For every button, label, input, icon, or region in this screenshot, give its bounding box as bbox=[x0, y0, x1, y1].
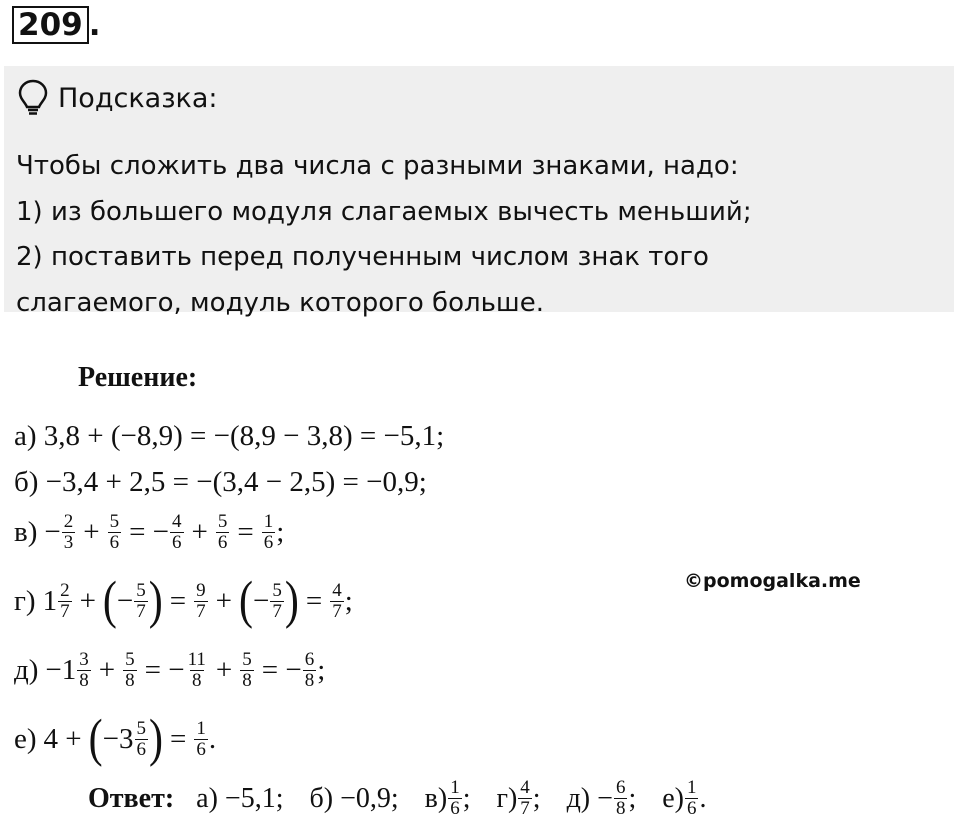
fraction: $\frac{5}{8}$ bbox=[242, 649, 252, 691]
hint-line: слагаемого, модуль которого больше. bbox=[16, 287, 544, 318]
item-label: е) bbox=[14, 722, 37, 755]
fraction: $\frac{9}{7}$ bbox=[196, 579, 206, 622]
lightbulb-icon bbox=[18, 79, 48, 117]
line-end: ; bbox=[317, 654, 326, 686]
fraction: $\frac{4}{7}$ bbox=[332, 579, 342, 622]
sign: − bbox=[44, 516, 61, 548]
sign: = bbox=[305, 584, 323, 617]
hint-line: 2) поставить перед полученным числом знак того bbox=[16, 242, 709, 272]
problem-number bbox=[12, 6, 101, 44]
sign: + bbox=[83, 516, 100, 548]
hint-title: Подсказка: bbox=[58, 82, 218, 114]
sign: = − bbox=[261, 654, 302, 686]
left-paren: ( bbox=[102, 572, 117, 630]
watermark: ©pomogalka.me bbox=[684, 570, 861, 592]
line-end: . bbox=[208, 722, 217, 755]
answer-v: в) $\frac{1}{6}$ ; bbox=[424, 777, 471, 819]
fraction: $\frac{1}{6}$ bbox=[263, 511, 274, 553]
sign: + bbox=[79, 584, 96, 617]
item-label: д) bbox=[14, 654, 39, 686]
sign: = − bbox=[144, 654, 185, 686]
sign: −1 bbox=[45, 654, 77, 686]
sign: − bbox=[116, 584, 134, 617]
problem-number-box: 209 bbox=[12, 6, 89, 44]
fraction: $\frac{5}{6}$ bbox=[109, 511, 120, 553]
fraction: $\frac{5}{8}$ bbox=[125, 649, 135, 691]
problem-number-dot: . bbox=[88, 7, 101, 43]
item-label: в) bbox=[14, 516, 38, 548]
fraction: $\frac{3}{8}$ bbox=[79, 649, 89, 691]
fraction: $\frac{2}{7}$ bbox=[60, 579, 70, 622]
solution-title: Решение: bbox=[78, 362, 198, 393]
answer-a: а) −5,1; bbox=[196, 782, 284, 814]
hint-line: Чтобы сложить два числа с разными знаками, надо: bbox=[16, 151, 739, 181]
fraction: $\frac{6}{8}$ bbox=[304, 649, 315, 691]
hint-panel bbox=[4, 66, 954, 318]
left-paren: ( bbox=[239, 572, 253, 630]
fraction: $\frac{11}{8}$ bbox=[187, 649, 206, 691]
solution-line-e bbox=[14, 710, 217, 768]
sign: − bbox=[253, 584, 270, 617]
answer-g: г) $\frac{4}{7}$ ; bbox=[496, 777, 541, 819]
line-end: ; bbox=[276, 516, 285, 548]
sign: + bbox=[215, 654, 233, 686]
sign: = bbox=[237, 516, 254, 548]
sign: = − bbox=[129, 516, 170, 548]
solution-line-v bbox=[14, 512, 284, 553]
right-paren: ) bbox=[149, 710, 163, 768]
answer-e: е) $\frac{1}{6}$ . bbox=[662, 777, 707, 819]
right-paren: ) bbox=[148, 572, 163, 630]
fraction: $\frac{2}{3}$ bbox=[63, 511, 74, 553]
solution-line-a: а) 3,8 + (−8,9) = −(8,9 − 3,8) = −5,1; bbox=[14, 420, 445, 452]
fraction: $\frac{5}{6}$ bbox=[217, 511, 228, 553]
hint-text bbox=[16, 144, 752, 326]
sign: 4 + bbox=[43, 722, 82, 755]
answer-b: б) −0,9; bbox=[309, 782, 399, 814]
fraction: $\frac{4}{6}$ bbox=[172, 511, 182, 553]
sign: −3 bbox=[102, 722, 134, 755]
item-label: г) bbox=[14, 584, 36, 617]
fraction: $\frac{5}{7}$ bbox=[136, 579, 146, 622]
right-paren: ) bbox=[284, 572, 299, 630]
sign: = bbox=[169, 584, 187, 617]
sign: = bbox=[170, 722, 187, 755]
solution-line-g bbox=[14, 572, 353, 630]
line-end: ; bbox=[344, 584, 353, 617]
answer-line bbox=[88, 778, 732, 819]
sign: + bbox=[215, 584, 232, 617]
answer-d: д) − $\frac{6}{8}$ ; bbox=[566, 777, 637, 819]
answer-label: Ответ: bbox=[88, 782, 175, 814]
fraction: $\frac{1}{6}$ bbox=[196, 717, 206, 760]
sign: + bbox=[191, 516, 208, 548]
whole-part: 1 bbox=[42, 584, 58, 617]
left-paren: ( bbox=[88, 710, 103, 768]
solution-line-d bbox=[14, 650, 325, 691]
sign: + bbox=[98, 654, 116, 686]
hint-header bbox=[18, 78, 218, 118]
hint-line: 1) из большего модуля слагаемых вычесть меньший; bbox=[16, 196, 752, 227]
fraction: $\frac{5}{6}$ bbox=[136, 717, 146, 760]
fraction: $\frac{5}{7}$ bbox=[272, 579, 282, 622]
solution-line-b: б) −3,4 + 2,5 = −(3,4 − 2,5) = −0,9; bbox=[14, 466, 427, 498]
